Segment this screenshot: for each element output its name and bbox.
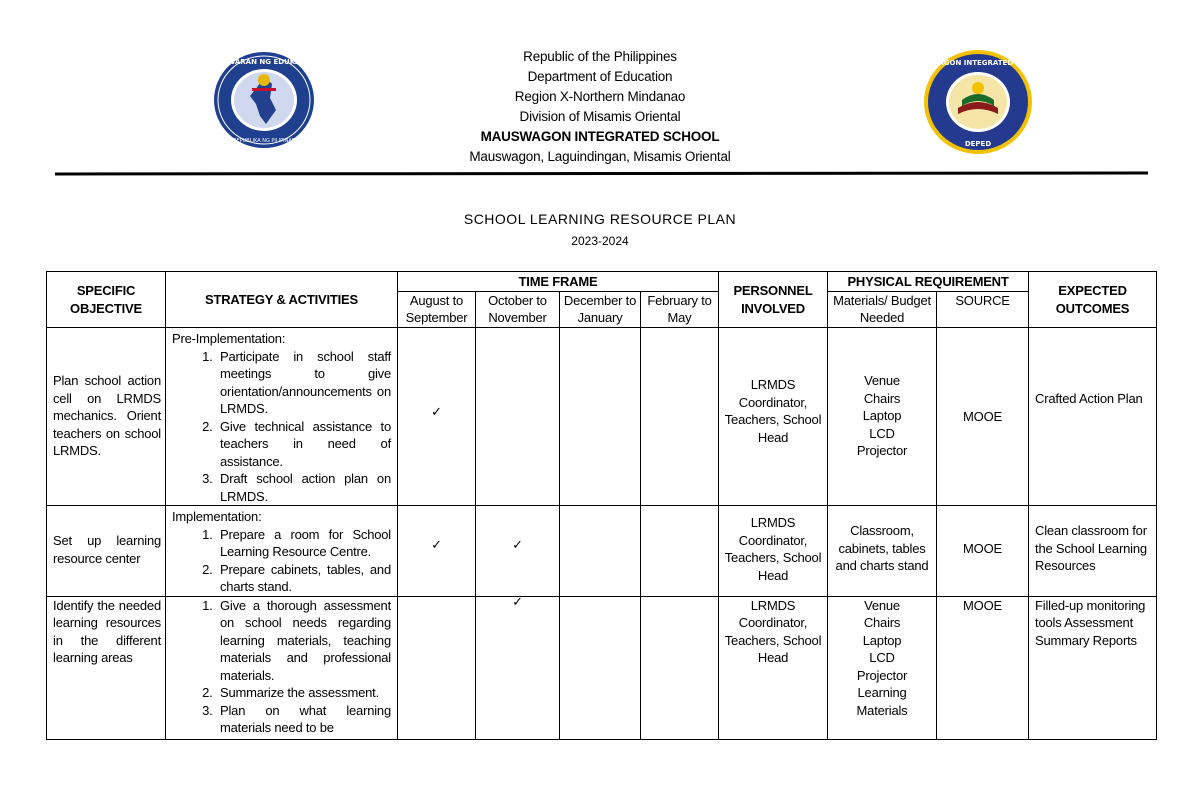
col-header-month: October to November (476, 292, 560, 328)
activity-item: 2. Summarize the assessment. (216, 684, 391, 702)
activity-item: 2. Give technical assistance to teachers in need of assistance. (216, 418, 391, 471)
header-text-block (400, 47, 800, 167)
header-row-top (47, 272, 1157, 292)
col-header-month: August to September (398, 292, 476, 328)
header-school-name: MAUSWAGON INTEGRATED SCHOOL (480, 129, 720, 144)
resource-plan-table (46, 271, 1157, 740)
check-cell (560, 506, 641, 597)
check-cell (560, 328, 641, 506)
check-mark-icon: ✓ (476, 506, 560, 597)
personnel-cell: LRMDS Coordinator, Teachers, School Head (719, 596, 828, 739)
col-header-source: SOURCE (937, 292, 1029, 328)
svg-text:DEPED: DEPED (964, 140, 992, 148)
header-line-department: Department of Education (527, 69, 673, 84)
check-cell (560, 596, 641, 739)
activity-item: 2. Prepare cabinets, tables, and charts stand. (216, 561, 391, 596)
header-divider (55, 172, 1148, 176)
deped-seal-logo (205, 50, 323, 150)
strategy-cell (166, 506, 398, 597)
activity-item: 1. Prepare a room for School Learning Resource Centre. (216, 526, 391, 561)
materials-cell: Classroom, cabinets, tables and charts stand (828, 506, 937, 597)
activity-item: 3. Plan on what learning materials need to be (216, 702, 391, 737)
check-cell (641, 596, 719, 739)
document-year: 2023-2024 (571, 234, 629, 248)
col-header-outcomes: EXPECTED OUTCOMES (1029, 272, 1157, 328)
source-cell: MOOE (937, 328, 1029, 506)
table-row (47, 596, 1157, 739)
col-header-personnel: PERSONNEL INVOLVED (719, 272, 828, 328)
objective-cell: Plan school action cell on LRMDS mechanics. Orient teachers on school LRMDS. (47, 328, 166, 506)
table-row (47, 328, 1157, 506)
strategy-cell (166, 596, 398, 739)
source-cell: MOOE (937, 506, 1029, 597)
materials-cell: Venue Chairs Laptop LCD Projector (828, 328, 937, 506)
objective-cell: Set up learning resource center (47, 506, 166, 597)
school-seal-logo (908, 48, 1048, 156)
document-header (0, 0, 1200, 190)
col-header-month: December to January (560, 292, 641, 328)
header-line-republic: Republic of the Philippines (523, 49, 677, 64)
check-cell (641, 506, 719, 597)
materials-cell: Venue Chairs Laptop LCD Projector Learning Materials (828, 596, 937, 739)
check-mark-icon: ✓ (398, 506, 476, 597)
activity-item: 1. Participate in school staff meetings to give orientation/announcements on LRMDS. (216, 348, 391, 418)
header-line-division: Division of Misamis Oriental (519, 109, 681, 124)
col-header-physical: PHYSICAL REQUIREMENT (828, 272, 1029, 292)
source-cell: MOOE (937, 596, 1029, 739)
activity-list (216, 597, 391, 737)
personnel-cell: LRMDS Coordinator, Teachers, School Head (719, 328, 828, 506)
activity-item: 1. Give a thorough assessment on school needs regarding learning materials, teaching materials and professional materials. (216, 597, 391, 685)
check-mark-icon: ✓ (398, 328, 476, 506)
check-mark-icon: ✓ (476, 596, 560, 739)
col-header-strategy: STRATEGY & ACTIVITIES (166, 272, 398, 328)
svg-text:MAUSWAGON INTEGRATED SCHOOL: MAUSWAGON INTEGRATED SCHOOL (908, 59, 1048, 67)
header-line-region: Region X-Northern Mindanao (514, 89, 686, 104)
col-header-time-frame: TIME FRAME (398, 272, 719, 292)
col-header-materials: Materials/ Budget Needed (828, 292, 937, 328)
col-header-month: February to May (641, 292, 719, 328)
personnel-cell: LRMDS Coordinator, Teachers, School Head (719, 506, 828, 597)
phase-label: Pre-Implementation: (172, 331, 286, 346)
table-row (47, 506, 1157, 597)
header-address: Mauswagon, Laguindingan, Misamis Oriental (469, 149, 731, 164)
strategy-cell (166, 328, 398, 506)
objective-cell: Identify the needed learning resources in the different learning areas (47, 596, 166, 739)
check-cell (476, 328, 560, 506)
activity-list (216, 526, 391, 596)
outcomes-cell: Clean classroom for the School Learning Resources (1029, 506, 1157, 597)
phase-label: Implementation: (172, 509, 262, 524)
document-title: SCHOOL LEARNING RESOURCE PLAN (463, 211, 737, 227)
svg-text:KAGAWARAN NG EDUKASYON: KAGAWARAN NG EDUKASYON (205, 58, 323, 66)
activity-list (216, 348, 391, 506)
svg-text:REPUBLIKA NG PILIPINAS: REPUBLIKA NG PILIPINAS (233, 138, 295, 144)
col-header-objective: SPECIFIC OBJECTIVE (47, 272, 166, 328)
activity-item: 3. Draft school action plan on LRMDS. (216, 470, 391, 505)
outcomes-cell: Filled-up monitoring tools Assessment Summary Reports (1029, 596, 1157, 739)
check-cell (641, 328, 719, 506)
outcomes-cell: Crafted Action Plan (1029, 328, 1157, 506)
check-cell (398, 596, 476, 739)
